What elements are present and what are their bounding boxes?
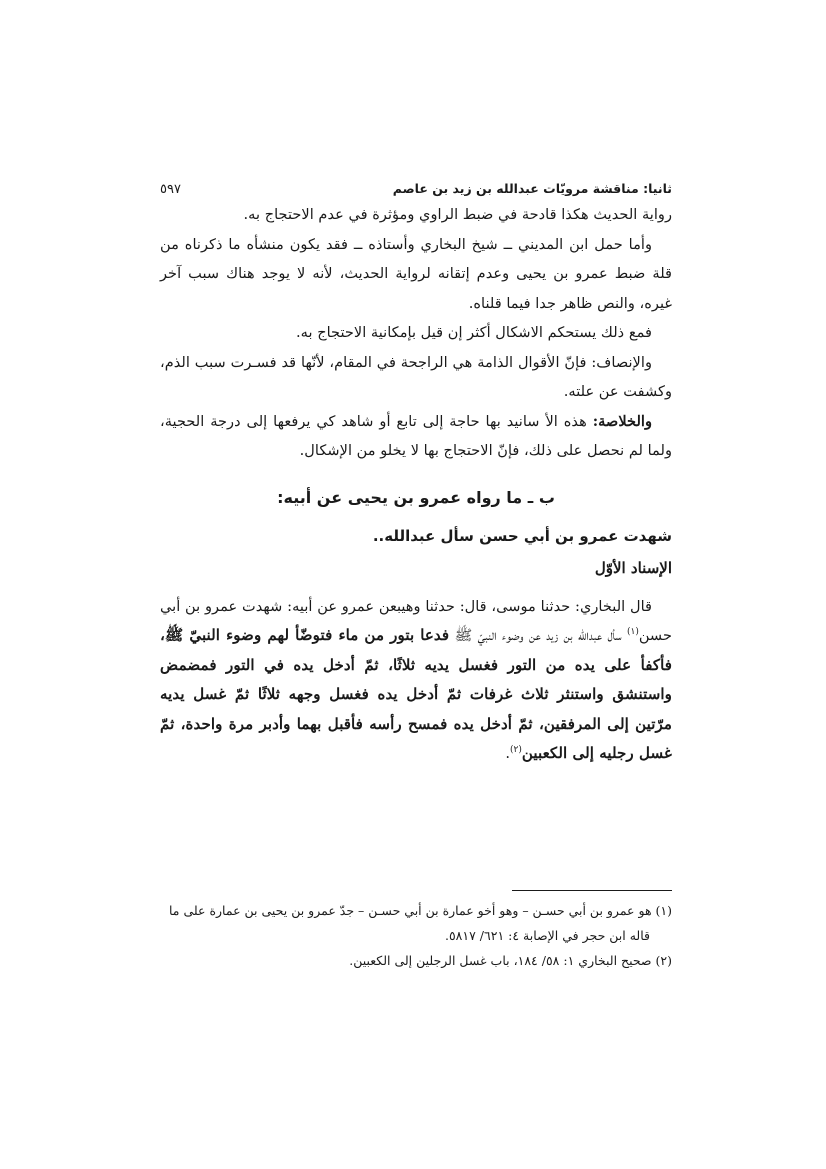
footnote-divider: [512, 890, 672, 891]
section-heading: ب ـ ما رواه عمرو بن يحيى عن أبيه:: [277, 487, 555, 507]
paragraph-1: رواية الحديث هكذا قادحة في ضبط الراوي ومؤثرة في عدم الاحتجاج به.: [243, 206, 672, 223]
hadith-end: .: [505, 745, 510, 762]
paragraph-5: [160, 407, 672, 466]
page-number: ٥٩٧: [160, 182, 181, 197]
paragraph-3: فمع ذلك يستحكم الاشكال أكثر إن قيل بإمكانية الاحتجاج به.: [296, 324, 652, 341]
footnote-marker-2[interactable]: (٢): [510, 745, 522, 756]
conclusion-label: والخلاصة:: [592, 412, 652, 430]
running-header: [160, 178, 672, 200]
footnotes: [160, 898, 672, 973]
footnote-marker-1[interactable]: (١): [626, 627, 639, 638]
conclusion-text: هذه الأ سانيد بها حاجة إلى تابع أو شاهد كي يرفعها إلى درجة الحجية، ولما لم نحصل على ذلك، فإنّ الاحتجاج بها لا يخلو من الإشكال.: [160, 412, 672, 459]
page-body: [160, 178, 672, 769]
isnad-heading: الإسناد الأوّل: [594, 558, 672, 577]
footnote-1-continued: قاله ابن حجر في الإصابة ٤: ٦٢١/ ٥٨١٧.: [444, 928, 650, 943]
header-title: ثانيا: مناقشة مرويّات عبدالله بن زيد بن عاصم: [392, 181, 672, 196]
hadith-paragraph: [160, 592, 672, 769]
hadith-chain-cont: سأل عبدالله بن زيد عن وضوء النبيّ ﷺ: [449, 627, 627, 644]
paragraph-2: وأما حمل ابن المديني ــ شيخ البخاري وأستاذه ــ فقد يكون منشأه ما ذكرناه من قلة ضبط عمرو بن يحيى وعدم إتقانه لرواية الحديث، لأنه لا يوجد هناك سبب آخر غيره، والنص ظاهر جدا فيما قلناه.: [160, 235, 672, 312]
footnote-2: (٢) صحيح البخاري ١: ٥٨/ ١٨٤، باب غسل الرجلين إلى الكعبين.: [349, 953, 672, 968]
sub-heading: شهدت عمرو بن أبي حسن سأل عبدالله..: [372, 526, 672, 545]
hadith-text: فدعا بتور من ماء فتوضّأ لهم وضوء النبيّ ﷺ، فأكفأ على يده من التور فغسل يديه ثلاثًا، ثمّ أدخل يده في التور فمضمض واستنشق واستنثر ثلاث غرفات ثمّ أدخل يده فغسل وجهه ثلاثًا ثمّ غسل يديه مرّتين إلى المرفقين، ثمّ أدخل يده فمسح رأسه فأقبل بهما وأدبر مرة واحدة، ثمّ غسل رجليه إلى الكعبين: [160, 626, 672, 762]
footnote-1: (١) هو عمرو بن أبي حسـن – وهو أخو عمارة بن أبي حسـن – جدّ عمرو بن يحيى بن عمارة على ما: [169, 903, 672, 918]
hadith-chain: قال البخاري: حدثنا موسى، قال: حدثنا وهيبعن عمرو عن أبيه: شهدت عمرو بن أبي حسن: [160, 597, 672, 644]
paragraph-4: والإنصاف: فإنّ الأقوال الذامة هي الراجحة في المقام، لأنّها قد فسـرت سبب الذم، وكشفت عن علته.: [160, 353, 672, 400]
